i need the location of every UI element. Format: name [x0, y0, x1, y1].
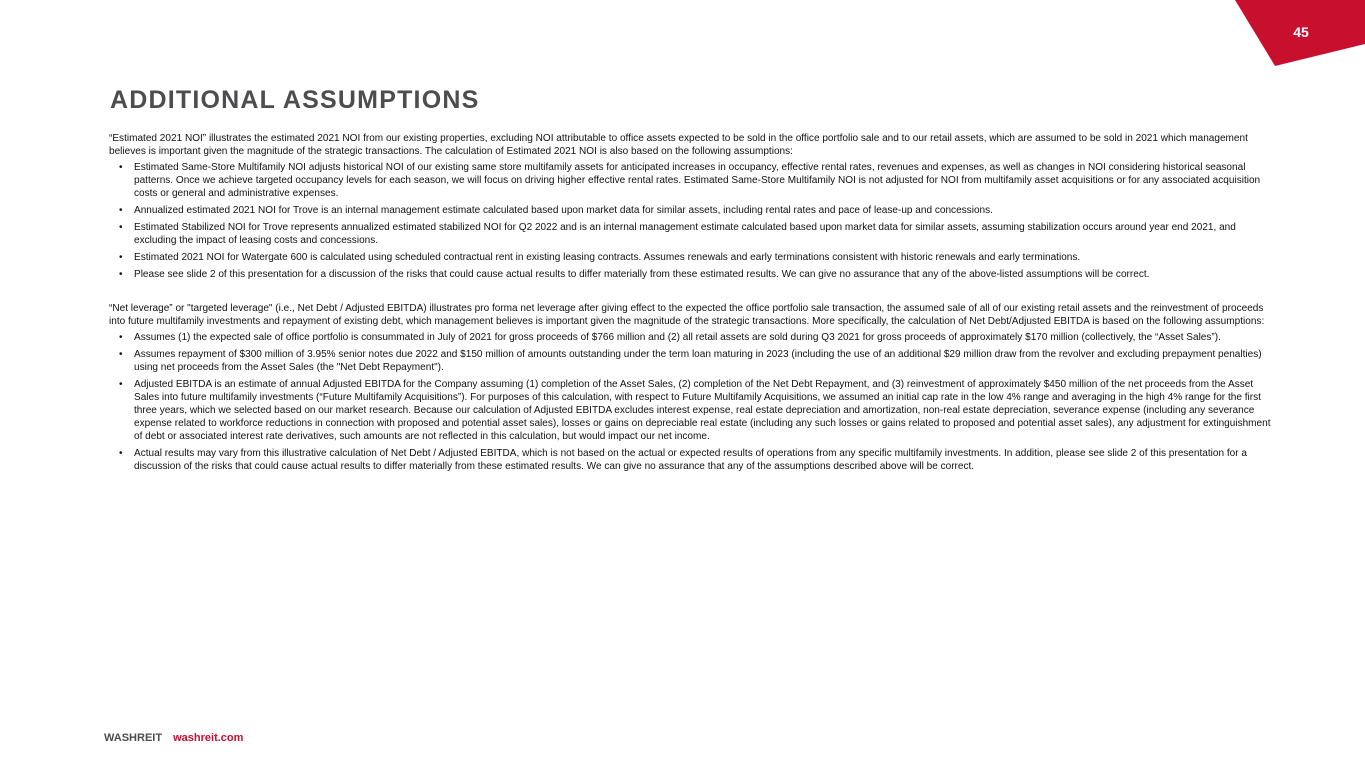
bullet-icon: •: [119, 205, 123, 216]
list-item: [109, 331, 1274, 344]
bullet-text: Assumes repayment of $300 million of 3.95% senior notes due 2022 and $150 million of amounts outstanding under the term loan maturing in 2023 (including the use of an additional $29 million draw from the revolver and excluding prepayment penalties) using net proceeds from the Asset Sales (the "Net Debt Repayment").: [134, 349, 1262, 373]
list-item: [109, 204, 1274, 217]
page-title: ADDITIONAL ASSUMPTIONS: [110, 86, 480, 114]
footer-website-link[interactable]: washreit.com: [173, 732, 244, 744]
section1-bullet-list: [109, 161, 1274, 281]
list-item: [109, 221, 1274, 247]
list-item: [109, 348, 1274, 374]
section-spacer: [109, 285, 1274, 302]
bullet-text: Please see slide 2 of this presentation for a discussion of the risks that could cause actual results to differ materially from these estimated results. We can give no assurance that any of the above-listed assumptions will be correct.: [134, 269, 1150, 280]
bullet-icon: •: [119, 269, 123, 280]
bullet-icon: •: [119, 448, 123, 459]
list-item: [109, 268, 1274, 281]
bullet-icon: •: [119, 222, 123, 233]
list-item: [109, 378, 1274, 443]
footer-brand: WASHREIT: [104, 732, 163, 744]
bullet-icon: •: [119, 252, 123, 263]
page-number: 45: [1293, 24, 1309, 40]
section2-bullet-list: [109, 331, 1274, 473]
bullet-icon: •: [119, 349, 123, 360]
section1-intro: “Estimated 2021 NOI” illustrates the estimated 2021 NOI from our existing properties, excluding NOI attributable to office assets expected to be sold in the office portfolio sale and to our retail assets, which are assumed to be sold in 2021 which management believes is important given the magnitude of the strategic transactions. The calculation of Estimated 2021 NOI is also based on the following assumptions:: [109, 133, 1248, 157]
bullet-text: Estimated 2021 NOI for Watergate 600 is calculated using scheduled contractual rent in existing leasing contracts. Assumes renewals and early terminations consistent with historic renewals and early terminations.: [134, 252, 1081, 263]
footer: [104, 732, 243, 744]
section2-intro: “Net leverage” or "targeted leverage" (i.e., Net Debt / Adjusted EBITDA) illustrates pro forma net leverage after giving effect to the expected the office portfolio sale transaction, the assumed sale of all of our existing retail assets and the reinvestment of proceeds into future multifamily investments and repayment of existing debt, which management believes is important given the magnitude of the strategic transactions. More specifically, the calculation of Net Debt/Adjusted EBITDA is based on the following assumptions:: [109, 303, 1265, 327]
bullet-icon: •: [119, 379, 123, 390]
list-item: [109, 161, 1274, 200]
bullet-text: Estimated Same-Store Multifamily NOI adjusts historical NOI of our existing same store multifamily assets for anticipated increases in occupancy, effective rental rates, revenues and expenses, as well as changes in NOI considering historical seasonal patterns. Once we achieve targeted occupancy levels for each season, we will focus on driving higher effective rental rates. Estimated Same-Store Multifamily NOI is not adjusted for NOI from multifamily asset acquisitions or for any associated acquisition costs or general and administrative expenses.: [134, 162, 1261, 199]
bullet-text: Actual results may vary from this illustrative calculation of Net Debt / Adjusted EBITDA, which is not based on the actual or expected results of operations from any specific multifamily investments. In addition, please see slide 2 of this presentation for a discussion of the risks that could cause actual results to differ materially from these estimated results. We can give no assurance that any of the assumptions described above will be correct.: [134, 448, 1247, 472]
bullet-text: Assumes (1) the expected sale of office portfolio is consummated in July of 2021 for gross proceeds of $766 million and (2) all retail assets are sold during Q3 2021 for gross proceeds of approximately $170 million (collectively, the “Asset Sales”).: [134, 332, 1221, 343]
bullet-text: Estimated Stabilized NOI for Trove represents annualized estimated stabilized NOI for Q2 2022 and is an internal management estimate calculated based upon market data for similar assets, assuming stabilization occurs around year end 2021, and excluding the impact of leasing costs and concessions.: [134, 222, 1236, 246]
content-body: [109, 132, 1274, 477]
bullet-icon: •: [119, 162, 123, 173]
list-item: [109, 251, 1274, 264]
bullet-text: Annualized estimated 2021 NOI for Trove is an internal management estimate calculated based upon market data for similar assets, including rental rates and pace of lease-up and concessions.: [134, 205, 993, 216]
bullet-text: Adjusted EBITDA is an estimate of annual Adjusted EBITDA for the Company assuming (1) completion of the Asset Sales, (2) completion of the Net Debt Repayment, and (3) reinvestment of approximately $450 million of the net proceeds from the Asset Sales into future multifamily investments (“Future Multifamily Acquisitions”). For purposes of this calculation, with respect to Future Multifamily Acquisitions, we assumed an initial cap rate in the low 4% range and averaging in the high 4% range for the first three years, which we selected based on our market research. Because our calculation of Adjusted EBITDA excludes interest expense, real estate depreciation and amortization, non-real estate depreciation, severance expense (including any severance expense related to workforce reductions in connection with proposed and potential asset sales), losses or gains on depreciable real estate (including any such losses or gains related to proposed and potential asset sales), any adjustment for extinguishment of debt or associated interest rate derivatives, such amounts are not reflected in this calculation, but would impact our net income.: [134, 379, 1271, 442]
bullet-icon: •: [119, 332, 123, 343]
list-item: [109, 447, 1274, 473]
